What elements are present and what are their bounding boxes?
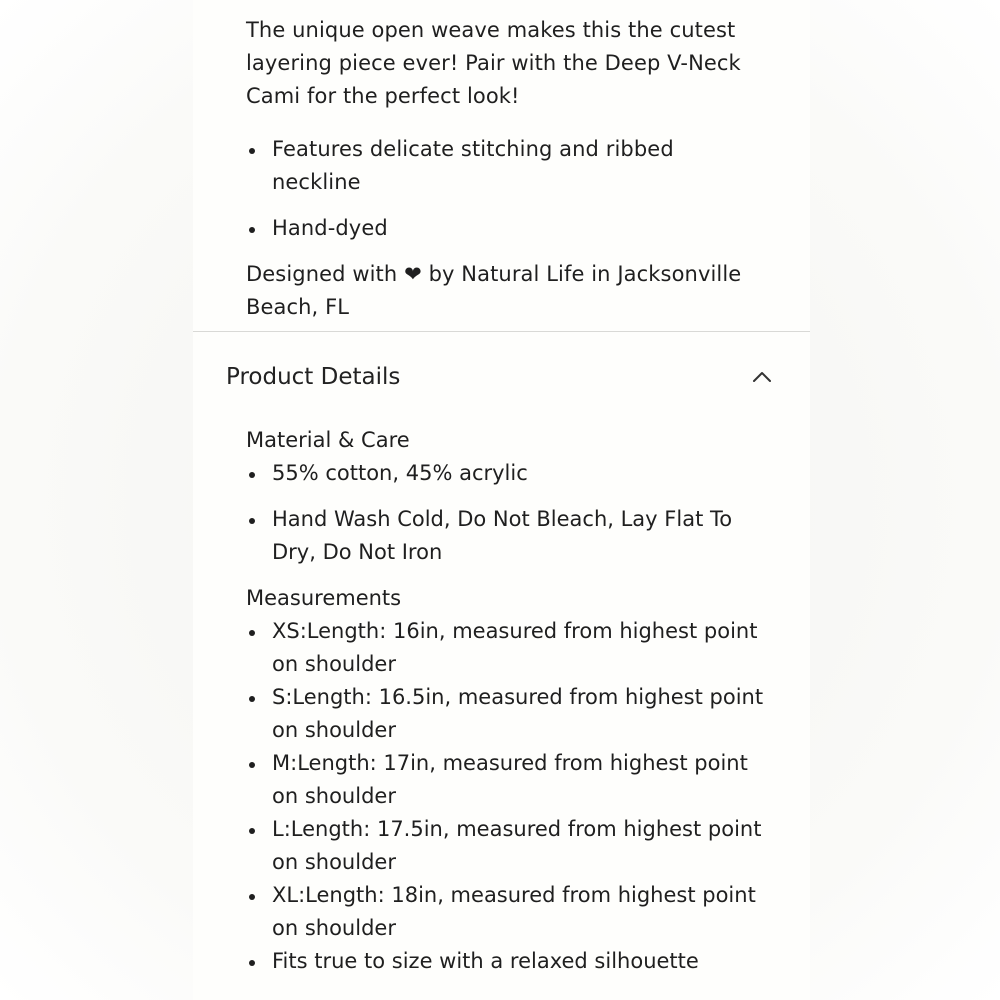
heart-icon: ❤ (404, 262, 422, 286)
measurements-list (246, 615, 766, 978)
list-item: Hand-dyed (246, 212, 766, 245)
feature-list (246, 133, 766, 245)
list-item: S:Length: 16.5in, measured from highest point on shoulder (246, 681, 766, 747)
designed-prefix: Designed with (246, 262, 398, 286)
section-divider (193, 331, 810, 332)
list-item: L:Length: 17.5in, measured from highest point on shoulder (246, 813, 766, 879)
product-info-panel (193, 0, 810, 1000)
list-item: Hand Wash Cold, Do Not Bleach, Lay Flat To Dry, Do Not Iron (246, 503, 766, 569)
product-description (246, 14, 766, 324)
product-details-toggle[interactable] (226, 359, 774, 395)
list-item: 55% cotton, 45% acrylic (246, 457, 766, 490)
product-details-content (246, 424, 766, 978)
list-item: Fits true to size with a relaxed silhouette (246, 945, 766, 978)
measurements-heading: Measurements (246, 586, 402, 610)
description-intro: The unique open weave makes this the cutest layering piece ever! Pair with the Deep V-Neck Cami for the perfect look! (246, 18, 741, 108)
material-care-list (246, 457, 766, 569)
list-item: XL:Length: 18in, measured from highest point on shoulder (246, 879, 766, 945)
designed-suffix: by Natural Life in Jacksonville Beach, FL (246, 262, 742, 319)
product-details-title: Product Details (226, 364, 401, 390)
list-item: Features delicate stitching and ribbed neckline (246, 133, 766, 199)
material-care-heading: Material & Care (246, 428, 410, 452)
chevron-up-icon[interactable] (750, 365, 774, 389)
list-item: XS:Length: 16in, measured from highest point on shoulder (246, 615, 766, 681)
list-item: M:Length: 17in, measured from highest point on shoulder (246, 747, 766, 813)
designed-by-text (246, 258, 766, 324)
